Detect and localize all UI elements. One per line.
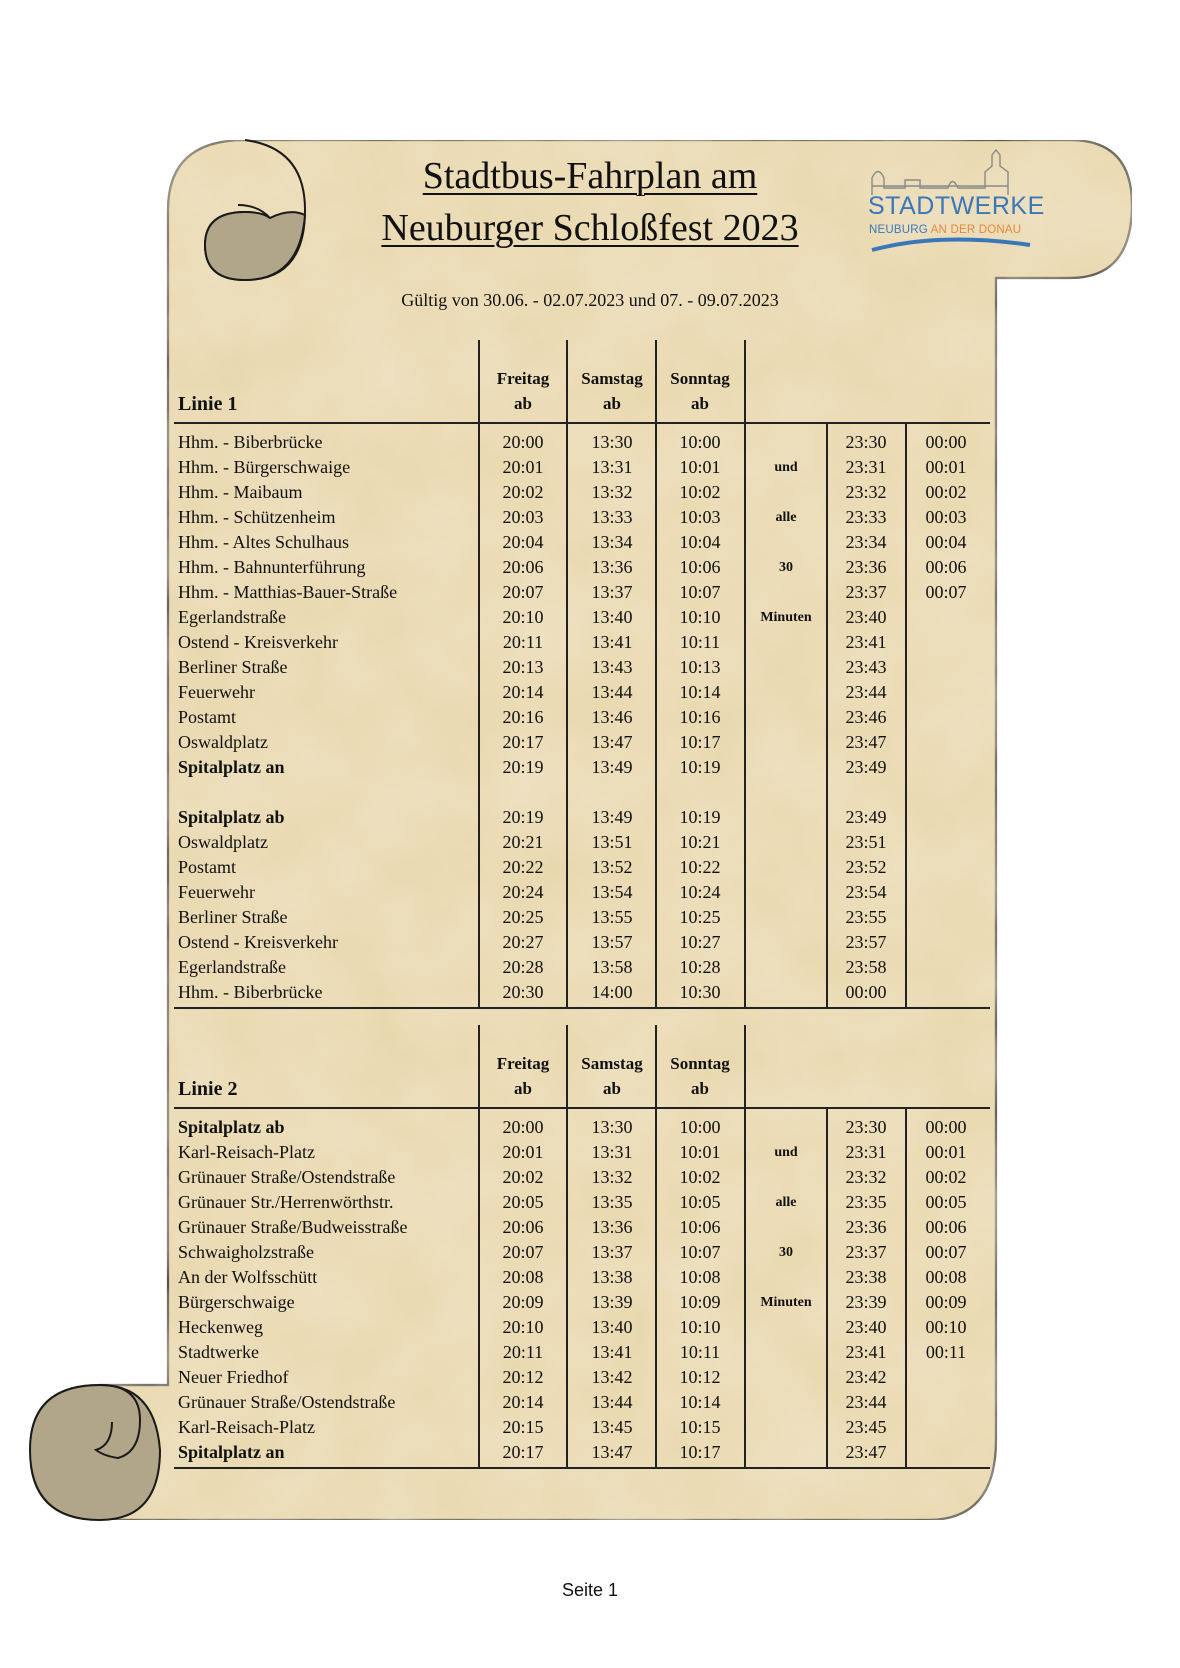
last-departure-time: 23:31 bbox=[845, 1142, 887, 1162]
bottom-rule bbox=[174, 1007, 990, 1009]
friday-time: 20:07 bbox=[502, 582, 544, 602]
saturday-time: 13:30 bbox=[591, 432, 633, 452]
sunday-time: 10:30 bbox=[679, 982, 721, 1002]
last-departure-time: 23:41 bbox=[845, 1342, 887, 1362]
saturday-time: 13:31 bbox=[591, 1142, 633, 1162]
table-row bbox=[174, 1140, 990, 1165]
stop-name: Karl-Reisach-Platz bbox=[178, 1417, 315, 1437]
table-row bbox=[174, 430, 990, 455]
column-divider bbox=[566, 340, 568, 1007]
column-header-sunday bbox=[657, 1051, 743, 1101]
stadtwerke-logo bbox=[868, 150, 1045, 260]
last-departure-time: 23:44 bbox=[845, 682, 887, 702]
table-row bbox=[174, 455, 990, 480]
sunday-time: 10:19 bbox=[679, 807, 721, 827]
friday-time: 20:19 bbox=[502, 757, 544, 777]
interval-note: Minuten bbox=[760, 610, 812, 625]
last-departure-time: 23:55 bbox=[845, 907, 887, 927]
interval-note: alle bbox=[775, 510, 797, 525]
stop-name: Feuerwehr bbox=[178, 682, 255, 702]
saturday-time: 13:40 bbox=[591, 607, 633, 627]
saturday-time: 13:32 bbox=[591, 1167, 633, 1187]
last-departure-time: 23:43 bbox=[845, 657, 887, 677]
last-departure-time: 23:37 bbox=[845, 582, 887, 602]
saturday-time: 13:41 bbox=[591, 1342, 633, 1362]
column-divider bbox=[566, 1025, 568, 1467]
last-departure-time: 00:00 bbox=[845, 982, 887, 1002]
table-row bbox=[174, 955, 990, 980]
table-row bbox=[174, 705, 990, 730]
last-departure-time: 23:45 bbox=[845, 1417, 887, 1437]
stop-name: Egerlandstraße bbox=[178, 607, 286, 627]
interval-note: 30 bbox=[779, 560, 793, 575]
saturday-time: 13:36 bbox=[591, 1217, 633, 1237]
sunday-time: 10:27 bbox=[679, 932, 721, 952]
column-header-friday bbox=[480, 366, 566, 416]
saturday-time: 13:37 bbox=[591, 1242, 633, 1262]
last-departure-time: 23:49 bbox=[845, 807, 887, 827]
last-departure-time: 23:57 bbox=[845, 932, 887, 952]
saturday-time: 13:45 bbox=[591, 1417, 633, 1437]
last-departure-time: 23:30 bbox=[845, 1117, 887, 1137]
table-row bbox=[174, 1265, 990, 1290]
spacer-row bbox=[174, 780, 990, 805]
last-departure-time: 23:47 bbox=[845, 732, 887, 752]
friday-time: 20:14 bbox=[502, 682, 544, 702]
friday-time: 20:10 bbox=[502, 1317, 544, 1337]
last-departure-time: 23:35 bbox=[845, 1192, 887, 1212]
late-departure-time: 00:01 bbox=[925, 457, 967, 477]
sunday-time: 10:01 bbox=[679, 1142, 721, 1162]
sunday-time: 10:10 bbox=[679, 1317, 721, 1337]
table-row bbox=[174, 655, 990, 680]
table-body bbox=[174, 1107, 990, 1465]
late-departure-time: 00:10 bbox=[925, 1317, 967, 1337]
saturday-time: 13:42 bbox=[591, 1367, 633, 1387]
column-header-sunday bbox=[657, 366, 743, 416]
stop-name: Postamt bbox=[178, 857, 237, 877]
stop-name: Spitalplatz an bbox=[178, 757, 285, 777]
friday-time: 20:24 bbox=[502, 882, 544, 902]
table-row bbox=[174, 1290, 990, 1315]
friday-time: 20:30 bbox=[502, 982, 544, 1002]
table-row bbox=[174, 1165, 990, 1190]
saturday-time: 13:36 bbox=[591, 557, 633, 577]
interval-note: Minuten bbox=[760, 1295, 812, 1310]
sunday-time: 10:28 bbox=[679, 957, 721, 977]
column-divider bbox=[744, 1025, 746, 1467]
friday-time: 20:01 bbox=[502, 457, 544, 477]
friday-time: 20:11 bbox=[502, 1342, 544, 1362]
sunday-time: 10:17 bbox=[679, 732, 721, 752]
friday-time: 20:11 bbox=[502, 632, 544, 652]
column-header-text: ab bbox=[514, 1079, 532, 1098]
saturday-time: 13:30 bbox=[591, 1117, 633, 1137]
stop-name: Spitalplatz ab bbox=[178, 807, 285, 827]
friday-time: 20:10 bbox=[502, 607, 544, 627]
column-divider bbox=[478, 340, 480, 1007]
stop-name: Neuer Friedhof bbox=[178, 1367, 289, 1387]
last-departure-time: 23:44 bbox=[845, 1392, 887, 1412]
table-row bbox=[174, 1115, 990, 1140]
saturday-time: 13:32 bbox=[591, 482, 633, 502]
stop-name: Grünauer Straße/Budweisstraße bbox=[178, 1217, 408, 1237]
sunday-time: 10:02 bbox=[679, 482, 721, 502]
table-row bbox=[174, 805, 990, 830]
interval-note: alle bbox=[775, 1195, 797, 1210]
table-row bbox=[174, 755, 990, 780]
sunday-time: 10:12 bbox=[679, 1367, 721, 1387]
sunday-time: 10:06 bbox=[679, 557, 721, 577]
interval-note: 30 bbox=[779, 1245, 793, 1260]
friday-time: 20:25 bbox=[502, 907, 544, 927]
stop-name: Heckenweg bbox=[178, 1317, 263, 1337]
header bbox=[350, 150, 830, 254]
column-header-text: ab bbox=[691, 1079, 709, 1098]
friday-time: 20:00 bbox=[502, 1117, 544, 1137]
saturday-time: 13:37 bbox=[591, 582, 633, 602]
last-departure-time: 23:36 bbox=[845, 557, 887, 577]
column-header-text: ab bbox=[603, 394, 621, 413]
last-departure-time: 23:33 bbox=[845, 507, 887, 527]
saturday-time: 13:46 bbox=[591, 707, 633, 727]
stop-name: Spitalplatz an bbox=[178, 1442, 285, 1462]
late-departure-time: 00:00 bbox=[925, 432, 967, 452]
column-header-text: Samstag bbox=[581, 369, 643, 388]
table-row bbox=[174, 530, 990, 555]
last-departure-time: 23:40 bbox=[845, 607, 887, 627]
logo-subtitle-region: AN DER DONAU bbox=[930, 224, 1022, 236]
friday-time: 20:02 bbox=[502, 1167, 544, 1187]
sunday-time: 10:25 bbox=[679, 907, 721, 927]
saturday-time: 13:44 bbox=[591, 682, 633, 702]
table-row bbox=[174, 605, 990, 630]
last-departure-time: 23:54 bbox=[845, 882, 887, 902]
sunday-time: 10:19 bbox=[679, 757, 721, 777]
sunday-time: 10:16 bbox=[679, 707, 721, 727]
header-rule bbox=[174, 422, 990, 424]
saturday-time: 13:31 bbox=[591, 457, 633, 477]
sunday-time: 10:21 bbox=[679, 832, 721, 852]
logo-subtitle-city: NEUBURG bbox=[869, 224, 928, 236]
scroll-curl-bottom bbox=[30, 1385, 160, 1520]
title-line-1: Stadtbus-Fahrplan am bbox=[422, 155, 758, 197]
table-row bbox=[174, 1315, 990, 1340]
table-body bbox=[174, 422, 990, 1005]
sunday-time: 10:00 bbox=[679, 1117, 721, 1137]
table-row bbox=[174, 980, 990, 1005]
saturday-time: 13:57 bbox=[591, 932, 633, 952]
column-header-text: Freitag bbox=[496, 369, 550, 388]
friday-time: 20:22 bbox=[502, 857, 544, 877]
friday-time: 20:12 bbox=[502, 1367, 544, 1387]
friday-time: 20:17 bbox=[502, 732, 544, 752]
last-departure-time: 23:46 bbox=[845, 707, 887, 727]
table-row bbox=[174, 855, 990, 880]
last-departure-time: 23:42 bbox=[845, 1367, 887, 1387]
late-departure-time: 00:06 bbox=[925, 557, 967, 577]
last-departure-time: 23:34 bbox=[845, 532, 887, 552]
saturday-time: 13:47 bbox=[591, 732, 633, 752]
saturday-time: 13:58 bbox=[591, 957, 633, 977]
stop-name: Stadtwerke bbox=[178, 1342, 259, 1362]
column-header-text: Sonntag bbox=[670, 1054, 730, 1073]
last-departure-time: 23:39 bbox=[845, 1292, 887, 1312]
stop-name: Grünauer Straße/Ostendstraße bbox=[178, 1167, 396, 1187]
column-divider bbox=[655, 1025, 657, 1467]
column-header-text: Freitag bbox=[496, 1054, 550, 1073]
stop-name: Hhm. - Biberbrücke bbox=[178, 982, 323, 1002]
table-row bbox=[174, 1365, 990, 1390]
friday-time: 20:28 bbox=[502, 957, 544, 977]
stop-name: Grünauer Str./Herrenwörthstr. bbox=[178, 1192, 394, 1212]
stop-name: Spitalplatz ab bbox=[178, 1117, 285, 1137]
saturday-time: 13:49 bbox=[591, 807, 633, 827]
last-departure-time: 23:32 bbox=[845, 1167, 887, 1187]
bottom-rule bbox=[174, 1467, 990, 1469]
sunday-time: 10:10 bbox=[679, 607, 721, 627]
table-row bbox=[174, 1440, 990, 1465]
table-row bbox=[174, 680, 990, 705]
sunday-time: 10:03 bbox=[679, 507, 721, 527]
stop-name: Berliner Straße bbox=[178, 657, 288, 677]
last-departure-time: 23:32 bbox=[845, 482, 887, 502]
sunday-time: 10:13 bbox=[679, 657, 721, 677]
late-departure-time: 00:07 bbox=[925, 582, 967, 602]
last-departure-time: 23:40 bbox=[845, 1317, 887, 1337]
stop-name: Oswaldplatz bbox=[178, 832, 268, 852]
stop-name: Ostend - Kreisverkehr bbox=[178, 932, 338, 952]
late-departure-time: 00:02 bbox=[925, 1167, 967, 1187]
saturday-time: 13:38 bbox=[591, 1267, 633, 1287]
sunday-time: 10:05 bbox=[679, 1192, 721, 1212]
stop-name: Oswaldplatz bbox=[178, 732, 268, 752]
late-departure-time: 00:08 bbox=[925, 1267, 967, 1287]
late-departure-time: 00:03 bbox=[925, 507, 967, 527]
stop-name: Karl-Reisach-Platz bbox=[178, 1142, 315, 1162]
title-line-2: Neuburger Schloßfest 2023 bbox=[381, 207, 799, 249]
table-row bbox=[174, 630, 990, 655]
stop-name: Berliner Straße bbox=[178, 907, 288, 927]
table-row bbox=[174, 1240, 990, 1265]
stop-name: Hhm. - Bürgerschwaige bbox=[178, 457, 351, 477]
table-row bbox=[174, 505, 990, 530]
column-divider bbox=[478, 1025, 480, 1467]
column-divider bbox=[655, 340, 657, 1007]
saturday-time: 13:54 bbox=[591, 882, 633, 902]
late-departure-time: 00:07 bbox=[925, 1242, 967, 1262]
sunday-time: 10:09 bbox=[679, 1292, 721, 1312]
last-departure-time: 23:36 bbox=[845, 1217, 887, 1237]
friday-time: 20:06 bbox=[502, 557, 544, 577]
saturday-time: 13:49 bbox=[591, 757, 633, 777]
last-departure-time: 23:51 bbox=[845, 832, 887, 852]
last-departure-time: 23:31 bbox=[845, 457, 887, 477]
last-departure-time: 23:52 bbox=[845, 857, 887, 877]
column-divider bbox=[826, 422, 828, 1007]
sunday-time: 10:24 bbox=[679, 882, 721, 902]
column-header-friday bbox=[480, 1051, 566, 1101]
sunday-time: 10:11 bbox=[679, 632, 721, 652]
sunday-time: 10:01 bbox=[679, 457, 721, 477]
column-header-text: Sonntag bbox=[670, 369, 730, 388]
line-label: Linie 1 bbox=[178, 393, 238, 415]
late-departure-time: 00:01 bbox=[925, 1142, 967, 1162]
page-number: Seite 1 bbox=[561, 1580, 619, 1600]
sunday-time: 10:02 bbox=[679, 1167, 721, 1187]
last-departure-time: 23:30 bbox=[845, 432, 887, 452]
sunday-time: 10:07 bbox=[679, 1242, 721, 1262]
stop-name: Schwaigholzstraße bbox=[178, 1242, 314, 1262]
stop-name: Ostend - Kreisverkehr bbox=[178, 632, 338, 652]
table-row bbox=[174, 1390, 990, 1415]
friday-time: 20:02 bbox=[502, 482, 544, 502]
sunday-time: 10:11 bbox=[679, 1342, 721, 1362]
late-departure-time: 00:05 bbox=[925, 1192, 967, 1212]
late-departure-time: 00:00 bbox=[925, 1117, 967, 1137]
saturday-time: 13:33 bbox=[591, 507, 633, 527]
last-departure-time: 23:47 bbox=[845, 1442, 887, 1462]
friday-time: 20:17 bbox=[502, 1442, 544, 1462]
sunday-time: 10:14 bbox=[679, 682, 721, 702]
friday-time: 20:05 bbox=[502, 1192, 544, 1212]
stop-name: Egerlandstraße bbox=[178, 957, 286, 977]
timetable-linie-1 bbox=[174, 340, 990, 1005]
friday-time: 20:19 bbox=[502, 807, 544, 827]
friday-time: 20:03 bbox=[502, 507, 544, 527]
saturday-time: 13:47 bbox=[591, 1442, 633, 1462]
saturday-time: 14:00 bbox=[591, 982, 633, 1002]
logo-name: STADTWERKE bbox=[868, 192, 1045, 220]
sunday-time: 10:00 bbox=[679, 432, 721, 452]
friday-time: 20:00 bbox=[502, 432, 544, 452]
line-label: Linie 2 bbox=[178, 1078, 238, 1100]
saturday-time: 13:44 bbox=[591, 1392, 633, 1412]
column-header-text: ab bbox=[514, 394, 532, 413]
friday-time: 20:21 bbox=[502, 832, 544, 852]
saturday-time: 13:39 bbox=[591, 1292, 633, 1312]
stop-name: Bürgerschwaige bbox=[178, 1292, 295, 1312]
stop-name: Hhm. - Schützenheim bbox=[178, 507, 336, 527]
table-row bbox=[174, 1190, 990, 1215]
saturday-time: 13:52 bbox=[591, 857, 633, 877]
last-departure-time: 23:41 bbox=[845, 632, 887, 652]
sunday-time: 10:07 bbox=[679, 582, 721, 602]
saturday-time: 13:41 bbox=[591, 632, 633, 652]
table-row bbox=[174, 730, 990, 755]
friday-time: 20:04 bbox=[502, 532, 544, 552]
friday-time: 20:14 bbox=[502, 1392, 544, 1412]
late-departure-time: 00:11 bbox=[925, 1342, 967, 1362]
sunday-time: 10:04 bbox=[679, 532, 721, 552]
column-header-saturday bbox=[569, 366, 655, 416]
column-divider bbox=[905, 422, 907, 1007]
last-departure-time: 23:37 bbox=[845, 1242, 887, 1262]
validity-text: Gültig von 30.06. - 02.07.2023 und 07. - 09.07.2023 bbox=[401, 290, 779, 310]
table-row bbox=[174, 1215, 990, 1240]
table-row bbox=[174, 930, 990, 955]
friday-time: 20:01 bbox=[502, 1142, 544, 1162]
column-divider bbox=[826, 1107, 828, 1467]
saturday-time: 13:40 bbox=[591, 1317, 633, 1337]
column-header-saturday bbox=[569, 1051, 655, 1101]
stop-name: Hhm. - Bahnunterführung bbox=[178, 557, 366, 577]
late-departure-time: 00:09 bbox=[925, 1292, 967, 1312]
friday-time: 20:07 bbox=[502, 1242, 544, 1262]
late-departure-time: 00:02 bbox=[925, 482, 967, 502]
table-row bbox=[174, 1415, 990, 1440]
table-header bbox=[174, 340, 990, 422]
sunday-time: 10:15 bbox=[679, 1417, 721, 1437]
last-departure-time: 23:58 bbox=[845, 957, 887, 977]
table-row bbox=[174, 880, 990, 905]
stop-name: Hhm. - Matthias-Bauer-Straße bbox=[178, 582, 398, 602]
saturday-time: 13:43 bbox=[591, 657, 633, 677]
late-departure-time: 00:04 bbox=[925, 532, 967, 552]
table-header bbox=[174, 1025, 990, 1107]
saturday-time: 13:51 bbox=[591, 832, 633, 852]
table-row bbox=[174, 580, 990, 605]
interval-note: und bbox=[774, 1145, 798, 1160]
friday-time: 20:16 bbox=[502, 707, 544, 727]
table-row bbox=[174, 830, 990, 855]
sunday-time: 10:22 bbox=[679, 857, 721, 877]
timetable-linie-2 bbox=[174, 1025, 990, 1465]
saturday-time: 13:55 bbox=[591, 907, 633, 927]
column-header-text: Samstag bbox=[581, 1054, 643, 1073]
stop-name: An der Wolfsschütt bbox=[178, 1267, 318, 1287]
friday-time: 20:15 bbox=[502, 1417, 544, 1437]
column-divider bbox=[905, 1107, 907, 1467]
stop-name: Grünauer Straße/Ostendstraße bbox=[178, 1392, 396, 1412]
sunday-time: 10:17 bbox=[679, 1442, 721, 1462]
sunday-time: 10:06 bbox=[679, 1217, 721, 1237]
stop-name: Hhm. - Biberbrücke bbox=[178, 432, 323, 452]
column-divider bbox=[744, 340, 746, 1007]
friday-time: 20:13 bbox=[502, 657, 544, 677]
table-row bbox=[174, 480, 990, 505]
stop-name: Feuerwehr bbox=[178, 882, 255, 902]
saturday-time: 13:34 bbox=[591, 532, 633, 552]
late-departure-time: 00:06 bbox=[925, 1217, 967, 1237]
friday-time: 20:09 bbox=[502, 1292, 544, 1312]
last-departure-time: 23:49 bbox=[845, 757, 887, 777]
column-header-text: ab bbox=[691, 394, 709, 413]
table-row bbox=[174, 1340, 990, 1365]
interval-note: und bbox=[774, 460, 798, 475]
last-departure-time: 23:38 bbox=[845, 1267, 887, 1287]
column-header-text: ab bbox=[603, 1079, 621, 1098]
friday-time: 20:06 bbox=[502, 1217, 544, 1237]
friday-time: 20:08 bbox=[502, 1267, 544, 1287]
sunday-time: 10:14 bbox=[679, 1392, 721, 1412]
stop-name: Hhm. - Altes Schulhaus bbox=[178, 532, 349, 552]
stop-name: Hhm. - Maibaum bbox=[178, 482, 303, 502]
sunday-time: 10:08 bbox=[679, 1267, 721, 1287]
saturday-time: 13:35 bbox=[591, 1192, 633, 1212]
table-row bbox=[174, 555, 990, 580]
logo-subtitle bbox=[869, 224, 1044, 236]
header-rule bbox=[174, 1107, 990, 1109]
stop-name: Postamt bbox=[178, 707, 237, 727]
table-row bbox=[174, 905, 990, 930]
friday-time: 20:27 bbox=[502, 932, 544, 952]
